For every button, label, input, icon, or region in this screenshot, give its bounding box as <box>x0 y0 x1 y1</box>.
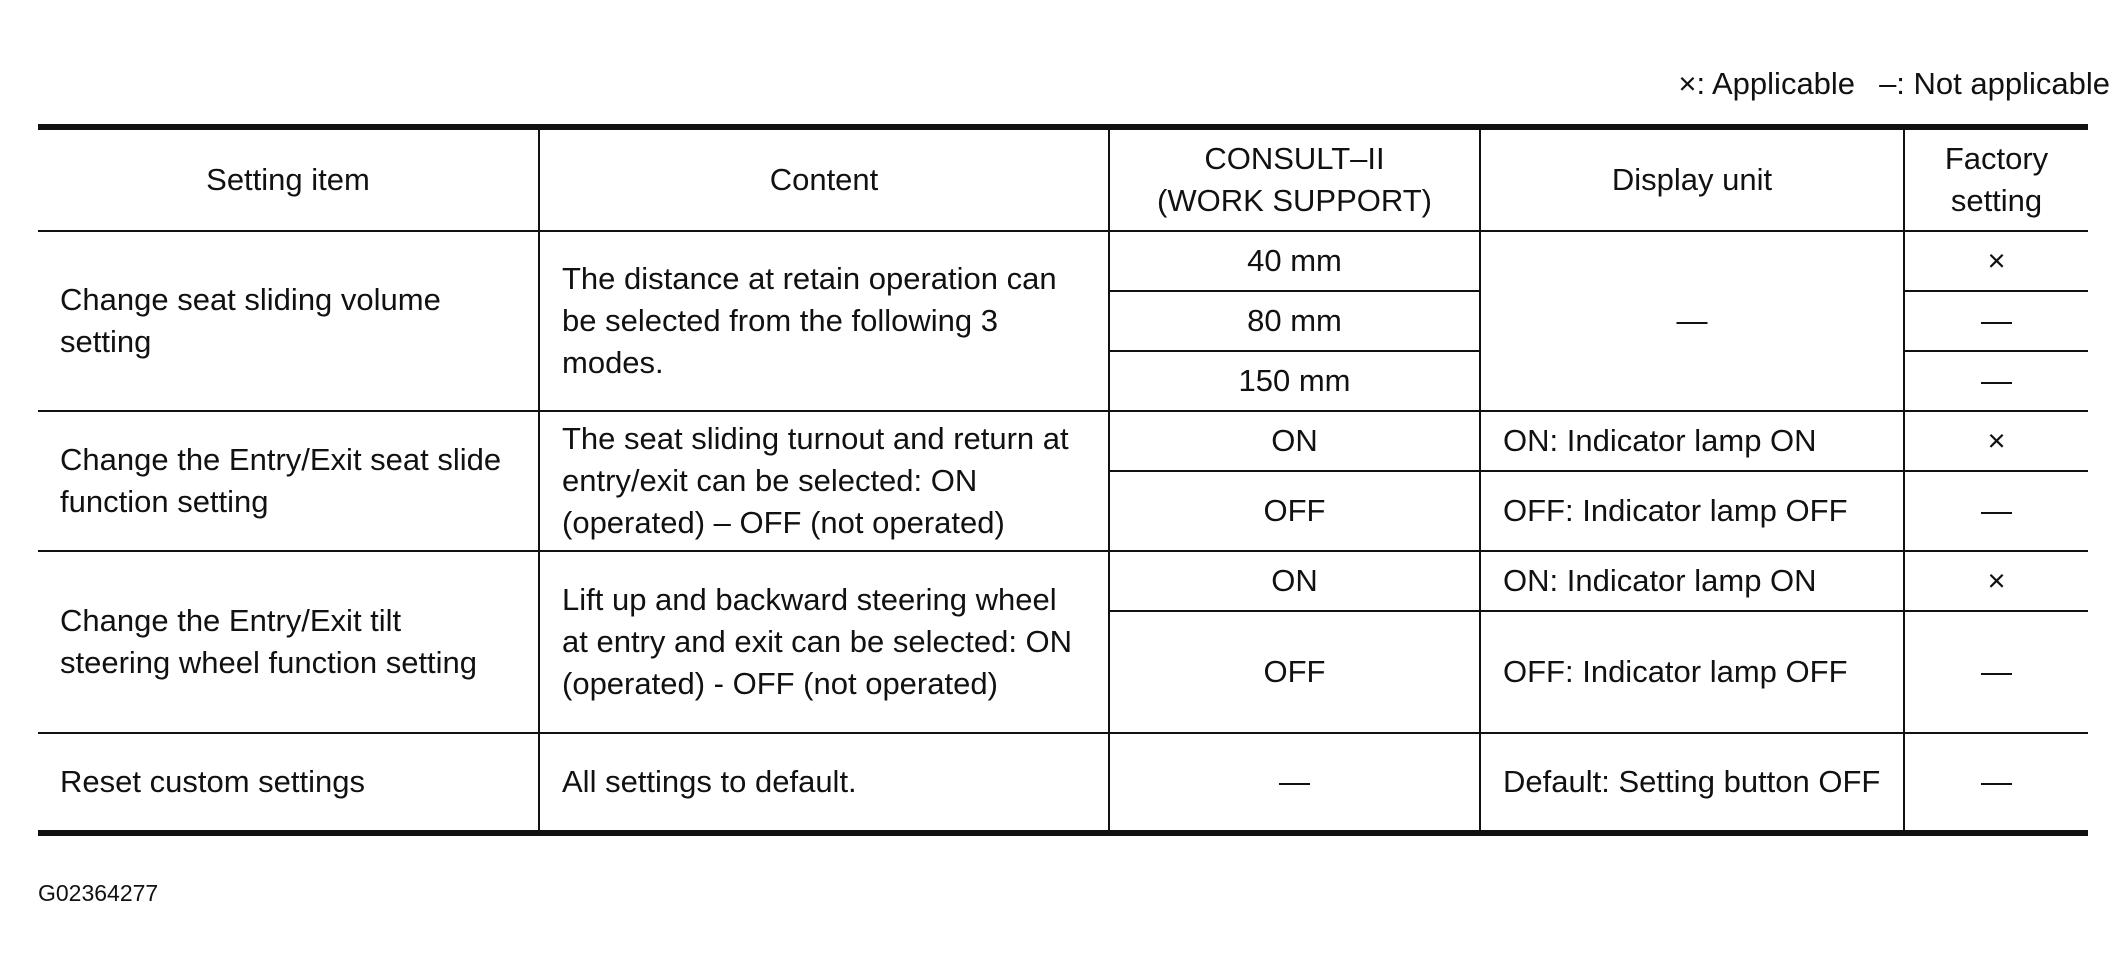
table-row <box>38 231 2088 291</box>
custom-settings-table <box>38 124 2088 836</box>
factory-setting-cell: × <box>1904 231 2088 291</box>
content-cell: All settings to default. <box>539 733 1109 833</box>
factory-setting-cell: — <box>1904 471 2088 551</box>
header-consult-line1: CONSULT–II <box>1204 141 1385 176</box>
header-consult <box>1109 127 1480 231</box>
setting-item-cell: Change the Entry/Exit tilt steering wheel function setting <box>38 551 539 733</box>
display-unit-cell: OFF: Indicator lamp OFF <box>1480 611 1904 733</box>
content-cell: The seat sliding turnout and return at entry/exit can be selected: ON (operated) – OFF (not operated) <box>539 411 1109 551</box>
display-unit-cell: OFF: Indicator lamp OFF <box>1480 471 1904 551</box>
table-row <box>38 733 2088 833</box>
display-unit-cell: ON: Indicator lamp ON <box>1480 411 1904 471</box>
header-content: Content <box>539 127 1109 231</box>
header-consult-line2: (WORK SUPPORT) <box>1157 183 1432 218</box>
table-row <box>38 551 2088 611</box>
figure-id: G02364277 <box>38 880 159 906</box>
consult-cell: ON <box>1109 551 1480 611</box>
applicability-legend <box>1678 66 2110 102</box>
legend-not-applicable: –: Not applicable <box>1879 66 2110 101</box>
consult-cell: 80 mm <box>1109 291 1480 351</box>
consult-cell: ON <box>1109 411 1480 471</box>
table-header-row <box>38 127 2088 231</box>
factory-setting-cell: × <box>1904 411 2088 471</box>
header-factory-line2: setting <box>1950 183 2043 218</box>
consult-cell: 40 mm <box>1109 231 1480 291</box>
content-cell: Lift up and backward steering wheel at entry and exit can be selected: ON (operated) - OFF (not operated) <box>539 551 1109 733</box>
factory-setting-cell: — <box>1904 351 2088 411</box>
setting-item-cell: Change seat sliding volume setting <box>38 231 539 411</box>
factory-setting-cell: × <box>1904 551 2088 611</box>
factory-setting-cell: — <box>1904 611 2088 733</box>
consult-cell: 150 mm <box>1109 351 1480 411</box>
table-row <box>38 411 2088 471</box>
header-display-unit: Display unit <box>1480 127 1904 231</box>
display-unit-cell: ON: Indicator lamp ON <box>1480 551 1904 611</box>
content-cell: The distance at retain operation can be selected from the following 3 modes. <box>539 231 1109 411</box>
display-unit-cell: Default: Setting button OFF <box>1480 733 1904 833</box>
factory-setting-cell: — <box>1904 733 2088 833</box>
consult-cell: — <box>1109 733 1480 833</box>
header-factory-line1: Factory <box>1944 141 2049 176</box>
consult-cell: OFF <box>1109 471 1480 551</box>
legend-applicable: ×: Applicable <box>1678 66 1856 101</box>
setting-item-cell: Reset custom settings <box>38 733 539 833</box>
display-unit-cell: — <box>1480 231 1904 411</box>
consult-cell: OFF <box>1109 611 1480 733</box>
setting-item-cell: Change the Entry/Exit seat slide function setting <box>38 411 539 551</box>
header-factory-setting <box>1904 127 2088 231</box>
header-setting-item: Setting item <box>38 127 539 231</box>
factory-setting-cell: — <box>1904 291 2088 351</box>
